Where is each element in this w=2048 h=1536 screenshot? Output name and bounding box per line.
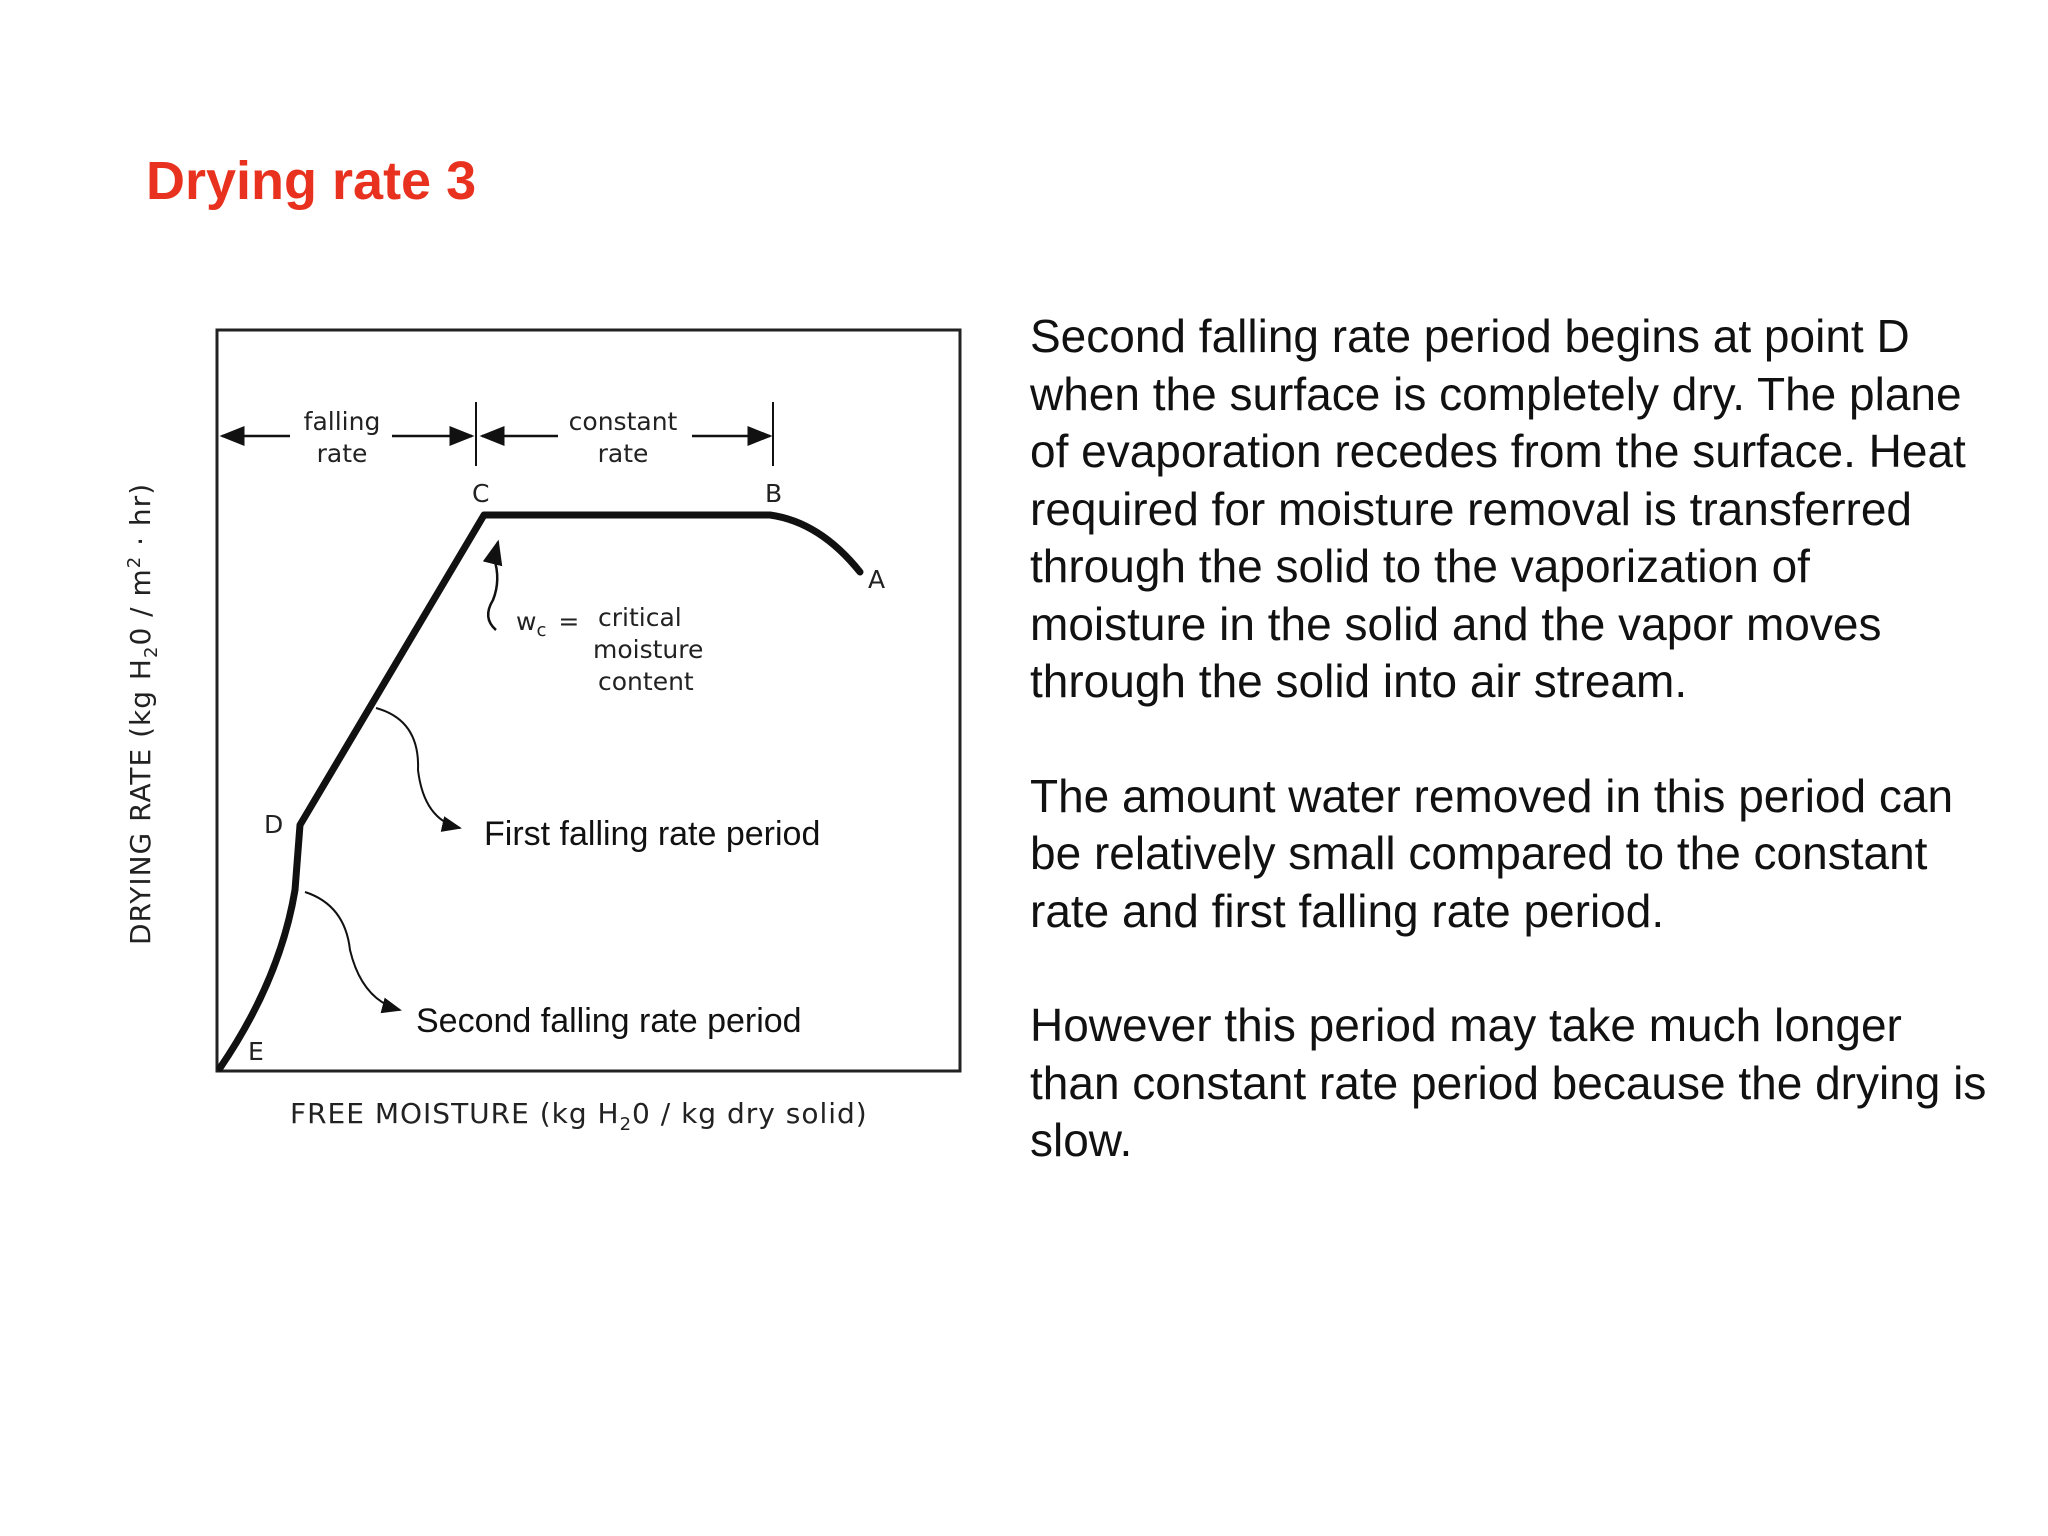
critical-text-line1: critical <box>598 603 682 632</box>
point-d-label: D <box>264 810 284 839</box>
drying-rate-diagram <box>120 300 1000 1160</box>
point-a-label: A <box>868 565 886 594</box>
critical-symbol: $w_c$ = <box>516 607 580 641</box>
constant-rate-label-line2: rate <box>597 439 649 468</box>
falling-rate-label-line1: falling <box>303 407 381 436</box>
second-period-pointer <box>305 892 400 1010</box>
falling-rate-label-line2: rate <box>316 439 368 468</box>
critical-text-line3: content <box>598 667 694 696</box>
point-e-label: E <box>248 1037 264 1066</box>
paragraph-duration: However this period may take much longer than constant rate period because the drying is slow. <box>1030 999 1987 1166</box>
critical-text-line2: moisture <box>593 635 704 664</box>
paragraph-amount-water: The amount water removed in this period can be relatively small compared to the constant rate and first falling rate period. <box>1030 769 1954 937</box>
critical-brace <box>488 542 498 630</box>
paragraph-second-falling: Second falling rate period begins at point D when the surface is completely dry. The plane of evaporation recedes from the surface. Heat required for moisture removal is transferred through the solid to the vaporization of moisture in the solid and the vapor moves through the solid into air stream. <box>1030 310 1966 707</box>
y-axis-label: DRYING RATE (kg $H_20 / m^2 \cdot hr$) <box>124 482 162 945</box>
slide-title: Drying rate 3 <box>146 151 477 211</box>
first-falling-period-label: First falling rate period <box>484 815 821 853</box>
constant-rate-label-line1: constant <box>568 407 678 436</box>
description-text <box>1030 308 1990 1227</box>
point-c-label: C <box>472 479 490 508</box>
second-falling-period-label: Second falling rate period <box>416 1002 802 1040</box>
x-axis-label: FREE MOISTURE (kg $H_20$ / kg dry solid) <box>290 1097 868 1135</box>
drying-curve <box>220 515 860 1068</box>
point-b-label: B <box>765 479 783 508</box>
first-period-pointer <box>376 708 460 828</box>
